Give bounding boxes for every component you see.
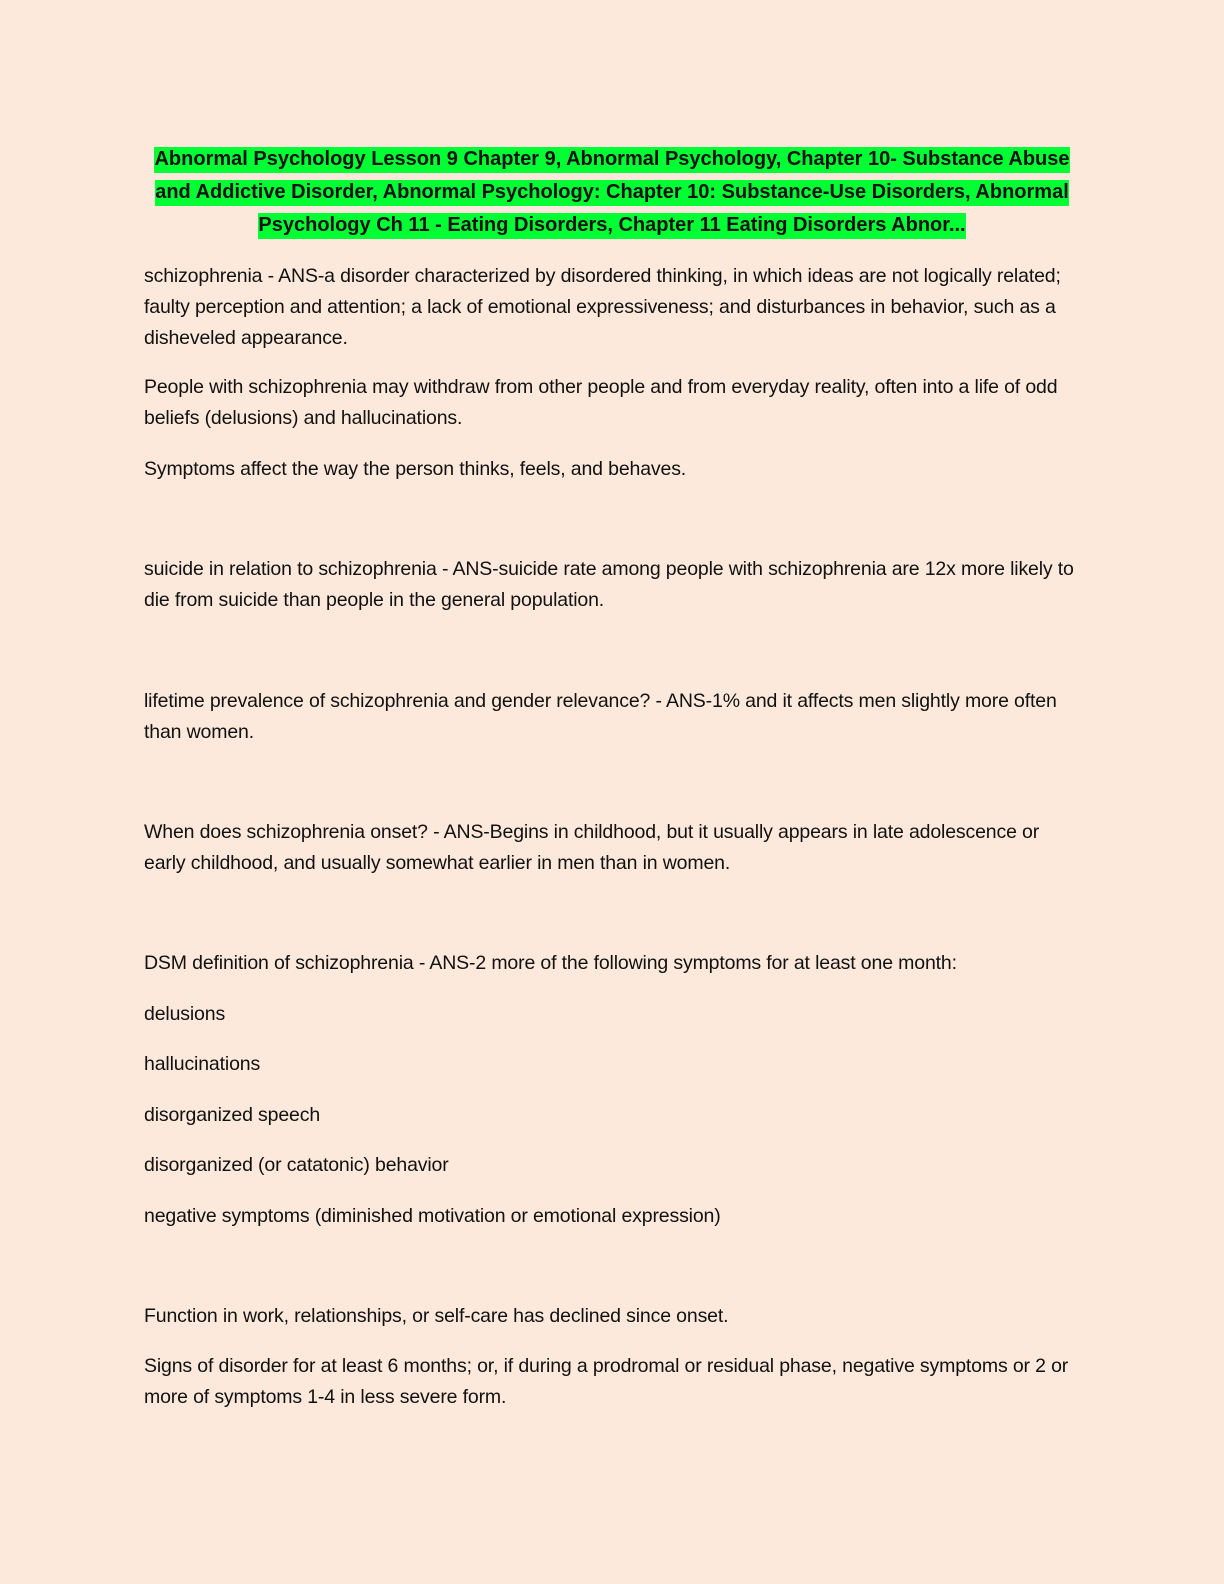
- paragraph-onset: When does schizophrenia onset? - ANS-Begins in childhood, but it usually appears in late adolescence or early childhood, and usually somewhat earlier in men than in women.: [144, 821, 1040, 874]
- list-item-disorganized-speech: disorganized speech: [144, 1104, 321, 1126]
- document-title: [144, 143, 1080, 242]
- title-highlight: Abnormal Psychology Lesson 9 Chapter 9, Abnormal Psychology, Chapter 10- Substance Abuse and Addictive Disorder, Abnormal Psychology: Chapter 10: Substance-Use Disorders, Abnormal Psychology Ch 11 - Eating Disorders, Chapter 11 Eating Disorders Abnor...: [154, 147, 1069, 239]
- list-item-delusions: delusions: [144, 1003, 226, 1025]
- paragraph-withdrawal: People with schizophrenia may withdraw from other people and from everyday reality, often into a life of odd beliefs (delusions) and hallucinations.: [144, 376, 1058, 429]
- paragraph-duration: Signs of disorder for at least 6 months; or, if during a prodromal or residual phase, negative symptoms or 2 or more of symptoms 1-4 in less severe form.: [144, 1355, 1069, 1408]
- paragraph-dsm-definition: DSM definition of schizophrenia - ANS-2 more of the following symptoms for at least one month:: [144, 952, 957, 974]
- list-item-disorganized-behavior: disorganized (or catatonic) behavior: [144, 1154, 449, 1176]
- paragraph-prevalence: lifetime prevalence of schizophrenia and gender relevance? - ANS-1% and it affects men slightly more often than women.: [144, 690, 1057, 743]
- paragraph-suicide: suicide in relation to schizophrenia - ANS-suicide rate among people with schizophrenia are 12x more likely to die from suicide than people in the general population.: [144, 558, 1074, 611]
- list-item-negative-symptoms: negative symptoms (diminished motivation or emotional expression): [144, 1205, 721, 1227]
- paragraph-function-decline: Function in work, relationships, or self-care has declined since onset.: [144, 1305, 729, 1327]
- paragraph-symptoms-effect: Symptoms affect the way the person thinks, feels, and behaves.: [144, 458, 687, 480]
- paragraph-schizophrenia-definition: schizophrenia - ANS-a disorder characterized by disordered thinking, in which ideas are not logically related; faulty perception and attention; a lack of emotional expressiveness; and disturbances in behavior, such as a disheveled appearance.: [144, 265, 1061, 349]
- list-item-hallucinations: hallucinations: [144, 1053, 261, 1075]
